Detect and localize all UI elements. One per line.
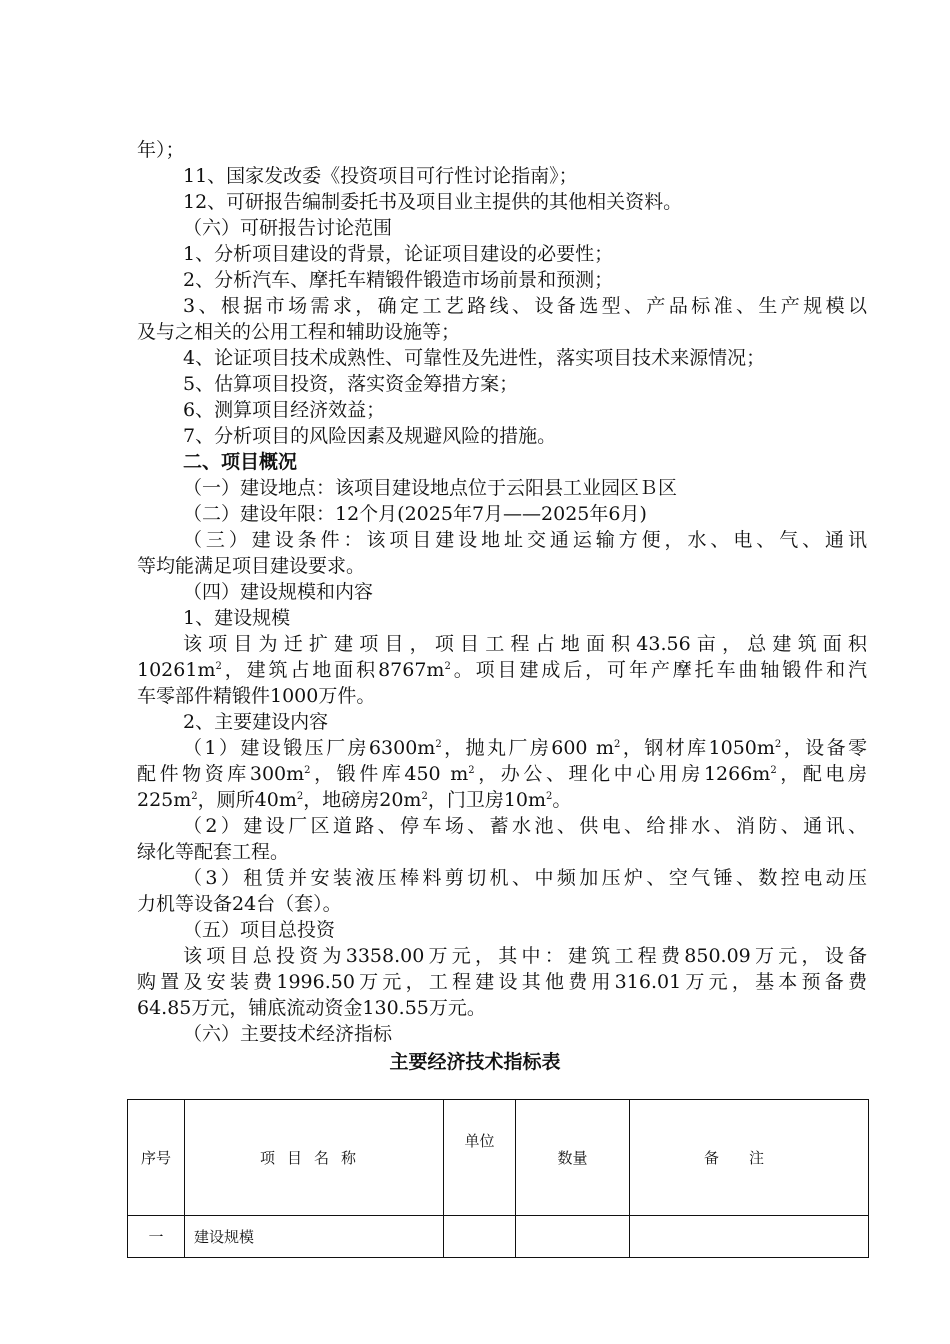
text-line: 该项目总投资为3358.00万元，其中：建筑工程费850.09万元，设备	[183, 945, 867, 967]
text-line: 1、建设规模	[183, 607, 291, 629]
text-line: 1、分析项目建设的背景，论证项目建设的必要性；	[183, 243, 614, 265]
text-line: （1）建设锻压厂房$6300m^2$，抛丸厂房600 $m^2$，钢材库$1050m^2$，设备零	[183, 737, 867, 759]
text-line: （3）租赁并安装液压棒料剪切机、中频加压炉、空气锤、数控电动压	[183, 867, 867, 889]
header-name	[185, 1100, 444, 1216]
text-line: 5、估算项目投资，落实资金筹措方案；	[183, 373, 519, 395]
text-line: $10261m^2$，建筑占地面积$8767m^2$。项目建成后，可年产摩托车曲轴锻件和汽	[137, 659, 867, 681]
text-line: 6、测算项目经济效益；	[183, 399, 386, 421]
text-line: 3、根据市场需求，确定工艺路线、设备选型、产品标准、生产规模以	[183, 295, 867, 317]
table-header-row	[128, 1100, 869, 1216]
text-line: 64.85万元，铺底流动资金130.55万元。	[137, 997, 486, 1019]
text-line: （一）建设地点：该项目建设地点位于云阳县工业园区Ｂ区	[183, 477, 678, 499]
text-line: 车零部件精锻件1000万件。	[137, 685, 376, 707]
text-line: 绿化等配套工程。	[137, 841, 290, 863]
cell-unit	[444, 1216, 516, 1258]
text-line: $225m^2$，厕所$40m^2$，地磅房$20m^2$，门卫房$10m^2$。	[137, 789, 572, 811]
section-heading: （六）可研报告讨论范围	[183, 217, 393, 239]
table-row	[128, 1216, 869, 1258]
section-heading: （五）项目总投资	[183, 919, 336, 941]
text-line: 2、主要建设内容	[183, 711, 329, 733]
indicator-table	[127, 1099, 869, 1258]
cell-note	[630, 1216, 869, 1258]
text-line: 7、分析项目的风险因素及规避风险的措施。	[183, 425, 557, 447]
text-line: 4、论证项目技术成熟性、可靠性及先进性，落实项目技术来源情况；	[183, 347, 766, 369]
section-heading: （四）建设规模和内容	[183, 581, 374, 603]
header-name-label: 项目名称	[259, 1149, 368, 1167]
text-line: 2、分析汽车、摩托车精锻件锻造市场前景和预测；	[183, 269, 614, 291]
text-line: 12、可研报告编制委托书及项目业主提供的其他相关资料。	[183, 191, 683, 213]
text-line: 等均能满足项目建设要求。	[137, 555, 366, 577]
text-line: 购置及安装费1996.50万元，工程建设其他费用316.01万元，基本预备费	[137, 971, 867, 993]
cell-no: 一	[128, 1216, 185, 1258]
header-note	[630, 1100, 869, 1216]
text-line: （2）建设厂区道路、停车场、蓄水池、供电、给排水、消防、通讯、	[183, 815, 867, 837]
text-line: 该项目为迁扩建项目，项目工程占地面积43.56亩，总建筑面积	[183, 633, 867, 655]
section-heading: （六）主要技术经济指标	[183, 1023, 393, 1045]
chapter-heading: 二、项目概况	[183, 451, 298, 473]
header-qty: 数量	[516, 1100, 630, 1216]
text-line: （二）建设年限：12个月(2025年7月——2025年6月)	[183, 503, 647, 525]
text-line: 配件物资库$300m^2$，锻件库450 $m^2$，办公、理化中心用房$1266m^2$，配电房	[137, 763, 867, 785]
text-line: 力机等设备24台（套）。	[137, 893, 342, 915]
text-line: 年）；	[137, 139, 185, 161]
header-no: 序号	[128, 1100, 185, 1216]
header-unit: 单位	[444, 1100, 516, 1216]
cell-name: 建设规模	[185, 1216, 444, 1258]
cell-qty	[516, 1216, 630, 1258]
table-title: 主要经济技术指标表	[389, 1051, 561, 1073]
text-line: 及与之相关的公用工程和辅助设施等；	[137, 321, 461, 343]
text-line: （三）建设条件：该项目建设地址交通运输方便，水、电、气、通讯	[183, 529, 867, 551]
header-note-label: 备注	[703, 1149, 794, 1167]
text-line: 11、国家发改委《投资项目可行性讨论指南》；	[183, 165, 578, 187]
